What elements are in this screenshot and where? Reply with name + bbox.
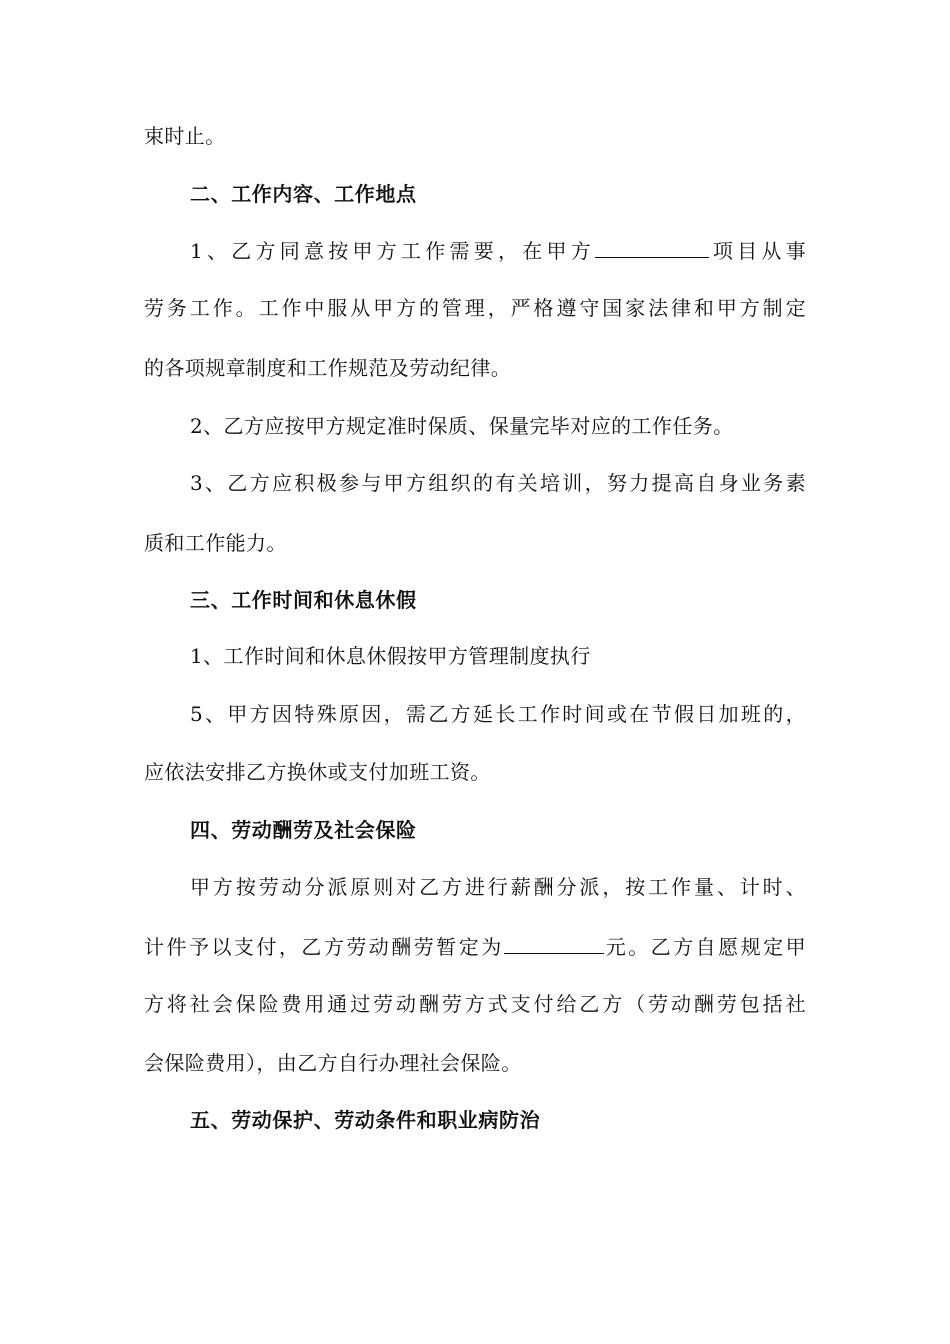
section3-heading: 三、工作时间和休息休假 <box>190 588 417 612</box>
section4-para-text-a: 计件予以支付，乙方劳动酬劳暂定为 <box>144 935 504 959</box>
section2-item3-line1: 3、乙方应积极参与甲方组织的有关培训，努力提高自身业务素 <box>190 471 806 495</box>
section4-heading: 四、劳动酬劳及社会保险 <box>190 818 417 842</box>
section3-item1: 1、工作时间和休息休假按甲方管理制度执行 <box>190 644 591 668</box>
section4-para-line3: 方将社会保险费用通过劳动酬劳方式支付给乙方（劳动酬劳包括社 <box>144 992 806 1016</box>
section2-item2: 2、乙方应按甲方规定准时保质、保量完毕对应的工作任务。 <box>190 414 734 438</box>
section4-para-line1: 甲方按劳动分派原则对乙方进行薪酬分派，按工作量、计时、 <box>190 875 806 899</box>
section4-para-line2 <box>144 931 806 959</box>
section2-item1-line3: 的各项规章制度和工作规范及劳动纪律。 <box>144 356 512 380</box>
section2-heading: 二、工作内容、工作地点 <box>190 182 417 206</box>
section5-heading: 五、劳动保护、劳动条件和职业病防治 <box>190 1108 541 1132</box>
section3-item5-line1: 5、甲方因特殊原因，需乙方延长工作时间或在节假日加班的， <box>190 702 806 726</box>
section4-para-line4: 会保险费用），由乙方自行办理社会保险。 <box>144 1051 522 1075</box>
section2-item3-line2: 质和工作能力。 <box>144 531 287 555</box>
section3-item5-line2: 应依法安排乙方换休或支付加班工资。 <box>144 760 491 784</box>
salary-amount-blank <box>504 931 604 954</box>
project-name-blank <box>595 235 709 258</box>
section2-item1-line1 <box>190 235 806 263</box>
continuation-text: 束时止。 <box>144 124 226 148</box>
section2-item1-line2: 劳务工作。工作中服从甲方的管理，严格遵守国家法律和甲方制定 <box>144 296 806 320</box>
section4-para-text-b: 元。乙方自愿规定甲 <box>603 935 806 959</box>
section2-item1-text-a: 1、乙方同意按甲方工作需要，在甲方 <box>190 239 595 263</box>
section2-item1-text-b: 项目从事 <box>708 239 806 263</box>
